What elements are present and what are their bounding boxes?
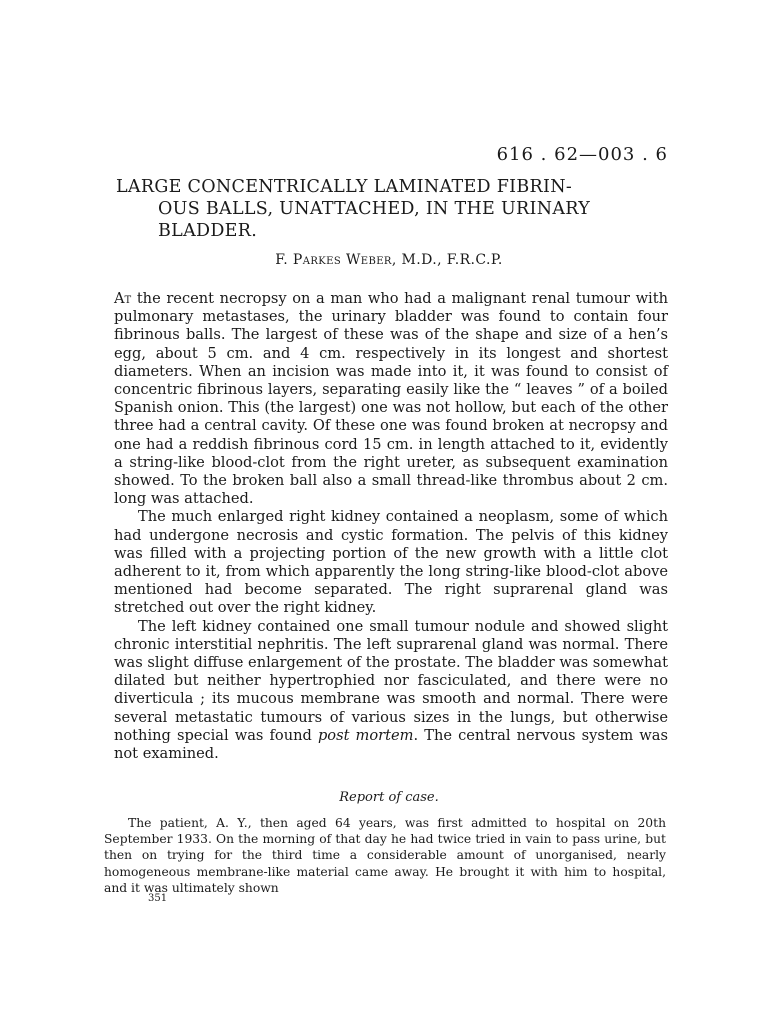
author-byline bbox=[110, 252, 668, 268]
article-title bbox=[116, 176, 668, 242]
paragraph-1 bbox=[114, 290, 668, 508]
paragraph-1-initial: At bbox=[114, 290, 132, 307]
section-heading: Report of case. bbox=[339, 790, 439, 805]
paragraph-3 bbox=[114, 618, 668, 764]
author-credentials: , M.D., F.R.C.P. bbox=[391, 252, 503, 268]
author-name: F. Parkes Weber bbox=[275, 252, 392, 268]
paragraph-3-text: The left kidney contained one small tumour nodule and showed slight chronic interstitial nephritis. The left suprarenal gland was normal. There was slight diffuse enlargement of the prostate. The bladder was somewhat dilated but neither hypertrophied nor fasciculated, and there were no diverticula ; its mucous membrane was smooth and normal. There were several metastatic tumours of various sizes in the lungs, but otherwise nothing special was found bbox=[114, 617, 668, 744]
case-report bbox=[104, 815, 666, 896]
classification-number: 616 . 62—003 . 6 bbox=[496, 144, 668, 165]
paragraph-2: The much enlarged right kidney contained a neoplasm, some of which had undergone necrosis and cystic formation. The pelvis of this kidney was filled with a projecting portion of the new growth with a little clot adherent to it, from which apparently the long string-like blood-clot above mentioned had become separated. The right suprarenal gland was stretched out over the right kidney. bbox=[114, 508, 668, 617]
article-body bbox=[114, 290, 668, 763]
paragraph-3-italic: post mortem bbox=[317, 726, 414, 744]
page-number: 351 bbox=[148, 893, 168, 904]
paragraph-1-text: the recent necropsy on a man who had a malignant renal tumour with pulmonary metastases, the urinary bladder was found to contain four fibrinous balls. The largest of these was of the shape and size of a hen’s egg, about 5 cm. and 4 cm. respectively in its longest and shortest diameters. When an incision was made into it, it was found to consist of concentric fibrinous layers, separating easily like the “ leaves ” of a boiled Spanish onion. This (the largest) one was not hollow, but each of the other three had a central cavity. Of these one was found broken at necropsy and one had a reddish fibrinous cord 15 cm. in length attached to it, evidently a string-like blood-clot from the right ureter, as subsequent examination showed. To the broken ball also a small thread-like thrombus about 2 cm. long was attached. bbox=[114, 290, 668, 508]
paragraph-3-end: . The central nervous system was not examined. bbox=[114, 726, 668, 763]
title-line-3: BLADDER. bbox=[158, 221, 258, 241]
case-paragraph: The patient, A. Y., then aged 64 years, was first admitted to hospital on 20th September 1933. On the morning of that day he had twice tried in vain to pass urine, but then on trying for the third time a considerable amount of unorganised, nearly homogeneous membrane-like material came away. He brought it with him to hospital, and it was ultimately shown bbox=[104, 816, 666, 895]
title-line-2: OUS BALLS, UNATTACHED, IN THE URINARY bbox=[158, 199, 591, 219]
title-line-1: LARGE CONCENTRICALLY LAMINATED FIBRIN- bbox=[116, 177, 573, 197]
